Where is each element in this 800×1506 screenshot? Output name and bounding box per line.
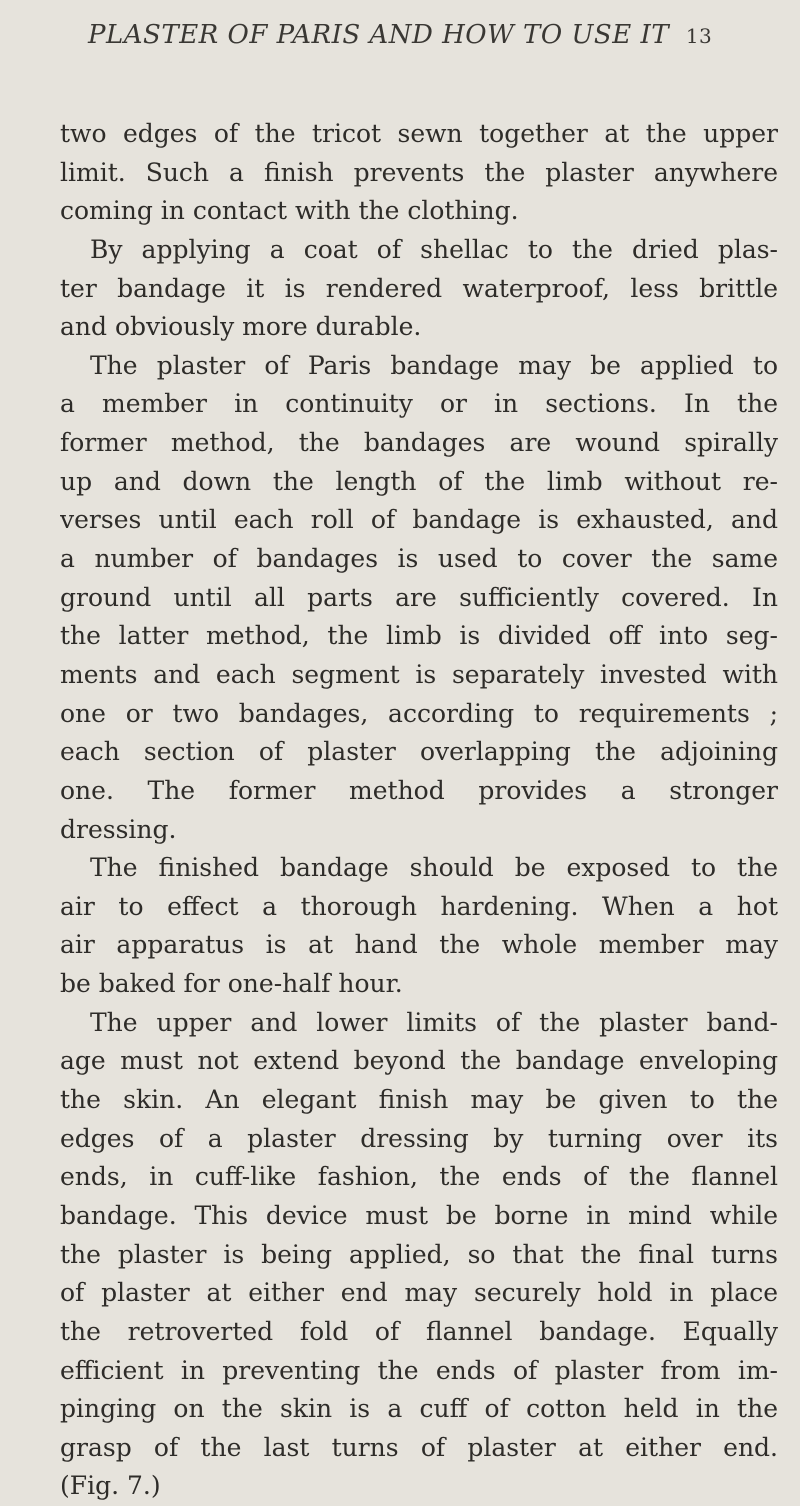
text-line: The finished bandage should be exposed to the <box>90 853 778 883</box>
text-line: ground until all parts are sufficiently covered. In <box>60 582 778 612</box>
text-line: two edges of the tricot sewn together at the upper <box>60 119 778 148</box>
text-line: efficient in preventing the ends of plaster from im- <box>60 1355 778 1385</box>
text-line: ter bandage it is rendered waterproof, less brittle <box>60 273 778 303</box>
text-line: former method, the bandages are wound spirally <box>60 428 778 458</box>
text-line: and obviously more durable. <box>60 312 422 342</box>
text-line: age must not extend beyond the bandage enveloping <box>60 1046 778 1076</box>
text-line: the plaster is being applied, so that the final turns <box>60 1239 778 1269</box>
text-line: the retroverted fold of flannel bandage. Equally <box>60 1316 778 1346</box>
text-line: a member in continuity or in sections. In the <box>60 389 778 419</box>
text-line: a number of bandages is used to cover the same <box>60 544 778 574</box>
text-line: edges of a plaster dressing by turning over its <box>60 1123 778 1153</box>
text-line: one or two bandages, according to requirements ; <box>60 698 778 728</box>
text-line: The upper and lower limits of the plaster band- <box>90 1007 778 1037</box>
text-line: dressing. <box>60 814 177 844</box>
text-line: each section of plaster overlapping the adjoining <box>60 737 778 767</box>
body-text <box>60 115 778 1506</box>
text-line: the skin. An elegant finish may be given to the <box>60 1085 778 1115</box>
text-line: air to effect a thorough hardening. When a hot <box>60 891 778 921</box>
text-line: (Fig. 7.) <box>60 1471 161 1501</box>
text-line: verses until each roll of bandage is exhausted, and <box>60 505 778 535</box>
text-line: be baked for one-half hour. <box>60 969 403 999</box>
page-number: 13 <box>685 24 713 48</box>
text-line: pinging on the skin is a cuff of cotton held in the <box>60 1394 778 1424</box>
text-line: The plaster of Paris bandage may be applied to <box>90 350 778 380</box>
text-line: one. The former method provides a stronger <box>60 775 778 805</box>
text-line: ends, in cuff-like fashion, the ends of the flannel <box>60 1162 778 1192</box>
text-line: the latter method, the limb is divided off into seg- <box>60 621 778 651</box>
text-line: air apparatus is at hand the whole member may <box>60 930 778 960</box>
text-line: coming in contact with the clothing. <box>60 196 519 226</box>
running-header <box>88 20 778 50</box>
text-line: grasp of the last turns of plaster at either end. <box>60 1432 778 1462</box>
text-line: up and down the length of the limb without re- <box>60 466 778 496</box>
text-line: By applying a coat of shellac to the dried plas- <box>90 234 778 264</box>
text-line: of plaster at either end may securely hold in place <box>60 1278 778 1308</box>
text-line: limit. Such a finish prevents the plaster anywhere <box>60 157 778 187</box>
running-header-title: PLASTER OF PARIS AND HOW TO USE IT <box>88 20 670 50</box>
text-line: ments and each segment is separately invested with <box>60 659 778 689</box>
text-line: bandage. This device must be borne in mind while <box>60 1200 778 1230</box>
